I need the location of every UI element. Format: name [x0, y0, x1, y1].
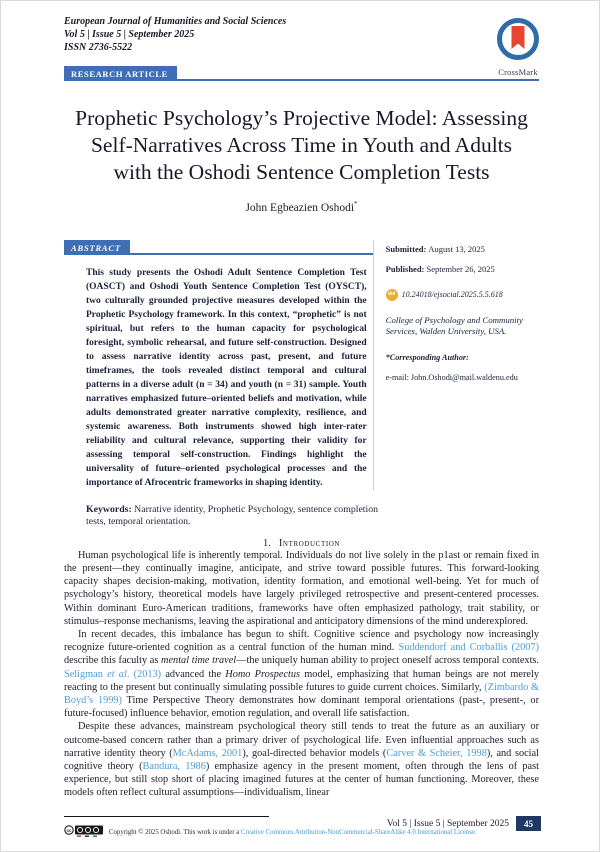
- text-run: Homo Prospectus: [225, 668, 301, 680]
- crossmark-label: CrossMark: [498, 67, 538, 77]
- citation-link[interactable]: Carver & Scheier, 1998: [386, 747, 487, 759]
- article-info-sidebar: [373, 240, 539, 490]
- doi-link[interactable]: 10.24018/ejsocial.2025.5.5.618: [401, 290, 503, 300]
- citation-link[interactable]: et al: [107, 668, 127, 680]
- keywords-label: Keywords:: [86, 503, 135, 515]
- abstract-column: [64, 240, 373, 490]
- text-run: Copyright © 2025 Oshodi. This work is under a: [109, 829, 241, 837]
- article-type-row: [64, 66, 539, 81]
- doi-line: [386, 289, 539, 301]
- author-asterisk: *: [354, 200, 358, 208]
- text-run: mental time travel: [161, 655, 237, 667]
- citation-link[interactable]: . (2013): [126, 668, 162, 680]
- doi-icon[interactable]: doi: [386, 289, 398, 301]
- submitted-label: Submitted:: [385, 243, 429, 254]
- author-name[interactable]: John Egbeazien Oshodi: [245, 201, 355, 214]
- author-line: [64, 200, 539, 214]
- citation-link[interactable]: (Zimbardo & Boyd’s 1999): [64, 681, 539, 707]
- section-title: Introduction: [278, 537, 341, 549]
- text-run: advanced the: [161, 668, 226, 680]
- corresponding-author-label: *Corresponding Author:: [385, 352, 469, 362]
- citation-link[interactable]: Bandura, 1986: [142, 761, 206, 773]
- article-title: Prophetic Psychology’s Projective Model: Assessing Self-Narratives Across Time in Youth and Adults with the Oshodi Sentence Completion Tests: [75, 106, 528, 184]
- page-header: [64, 15, 539, 54]
- journal-title: European Journal of Humanities and Social Sciences: [64, 16, 287, 27]
- text-run: Human psychological life is inherently temporal. Individuals do not live solely in the p1ast or remain fixed in the present—they continually imagine, anticipate, and strive toward possible futures. This forward-looking capacity shapes decision-making, motivation, identity formation, and emotional well-being. Yet for much of psychology’s history, theoretical models have largely privileged retrospective and present-centered processes. Within dominant Euro-American traditions, frameworks have often emphasized pathology, trait stability, or stimulus–response mechanisms, leaving the aspirational and anticipatory dimensions of the mind underexplored.: [64, 549, 539, 627]
- abstract-section: [64, 240, 539, 490]
- citation-link[interactable]: Suddendorf and Corballis (2007): [398, 642, 540, 654]
- abstract-rule: [130, 253, 373, 255]
- published-label: Published:: [385, 263, 427, 274]
- cc-license-icons[interactable]: [64, 824, 104, 842]
- abstract-text: This study presents the Oshodi Adult Sentence Completion Test (OASCT) and Oshodi Youth Sentence Completion Test (OYSCT), two culturally grounded projective measures developed within the Prophetic Psychology framework. In this context, “prophetic” is not spiritual, but refers to the human capacity for psychological foresight, symbolic rehearsal, and future self-construction. Designed to assess narrative identity across past, present, and future timeframes, the tools revealed distinct temporal and cultural patterns in a diverse adult (n = 34) and youth (n = 31) sample. Youth narratives emphasized future–oriented beliefs and motivation, while adults demonstrated greater narrative complexity, resilience, and systemic awareness. Both instruments showed high inter-rater reliability and cultural relevance, supporting their validity for assessing temporal self-construction. Findings highlight the universality of future–oriented psychological processes and the importance of Afrocentric frameworks in shaping identity.: [86, 267, 367, 488]
- crossmark-logo[interactable]: [489, 17, 547, 77]
- author-affiliation: College of Psychology and Community Services, Walden University, USA.: [385, 314, 523, 337]
- text-run: Despite these advances, mainstream psychological theory still tends to treat the future as an auxiliary or outcome-based concern rather than a primary driver of psychological life. Even influential approaches such as narrative identity theory (: [64, 721, 539, 759]
- introduction-heading: [64, 538, 539, 549]
- abstract-heading-row: [64, 240, 373, 255]
- header-rule: [177, 79, 539, 81]
- section-number: 1.: [262, 537, 271, 549]
- citation-link[interactable]: Seligman: [64, 668, 108, 680]
- footer-issue-text: Vol 5 | Issue 5 | September 2025: [386, 818, 509, 829]
- text-run: ), goal-directed behavior models (: [242, 747, 387, 759]
- abstract-heading: ABSTRACT: [64, 240, 130, 255]
- intro-paragraph-2: [64, 628, 539, 720]
- journal-issue-line: Vol 5 | Issue 5 | September 2025: [64, 29, 195, 40]
- submitted-date: August 13, 2025: [428, 243, 485, 254]
- published-date: September 26, 2025: [426, 263, 495, 274]
- footnote-rule: [64, 816, 269, 817]
- svg-text:cc: cc: [66, 827, 72, 833]
- page-footer: [387, 816, 541, 831]
- page-number-badge: 45: [516, 816, 541, 831]
- text-run: ) emphasize agency in the present moment, often through the lens of past experience, but still stop short of placing imagined futures at the center of human functioning. Moreover, these models often reflect cultural assumptions—individualism, linear: [64, 761, 539, 799]
- intro-paragraph-3: [64, 720, 539, 799]
- published-line: [386, 264, 539, 275]
- text-run: In recent decades, this imbalance has begun to shift. Cognitive science and psychology now increasingly recognize future-oriented cognition as a central function of the human mind.: [64, 629, 539, 654]
- text-run: model, emphasizing that human beings are not merely reacting to the present but continually simulating possible futures to guide current choices. Similarly,: [64, 668, 539, 693]
- journal-masthead: [64, 15, 286, 54]
- keywords-line: [86, 504, 386, 529]
- text-run: —the uniquely human ability to project oneself across temporal contexts.: [236, 655, 540, 667]
- intro-paragraph-1: [64, 549, 539, 628]
- text-run: ), and social cognitive theory (: [64, 747, 539, 773]
- corresponding-email-link[interactable]: e-mail: John.Oshodi@mail.waldenu.edu: [385, 372, 518, 382]
- crossmark-icon: [496, 48, 540, 65]
- research-article-badge: RESEARCH ARTICLE: [64, 66, 177, 81]
- submitted-line: [386, 244, 539, 255]
- citation-link[interactable]: McAdams, 2001: [172, 747, 243, 759]
- text-run: describe this faculty as: [64, 655, 162, 667]
- journal-issn: ISSN 2736-5522: [64, 42, 133, 53]
- keywords-text: Narrative identity, Prophetic Psychology, sentence completion tests, temporal orientation.: [86, 503, 379, 528]
- license-link[interactable]: Creative Commons Attribution-NonCommercial-ShareAlike 4.0 International License.: [240, 829, 477, 837]
- text-run: Time Perspective Theory demonstrates how dominant temporal orientations (past-, present-, or future-focused) influence behavior, emotion regulation, and overall life satisfaction.: [64, 695, 539, 720]
